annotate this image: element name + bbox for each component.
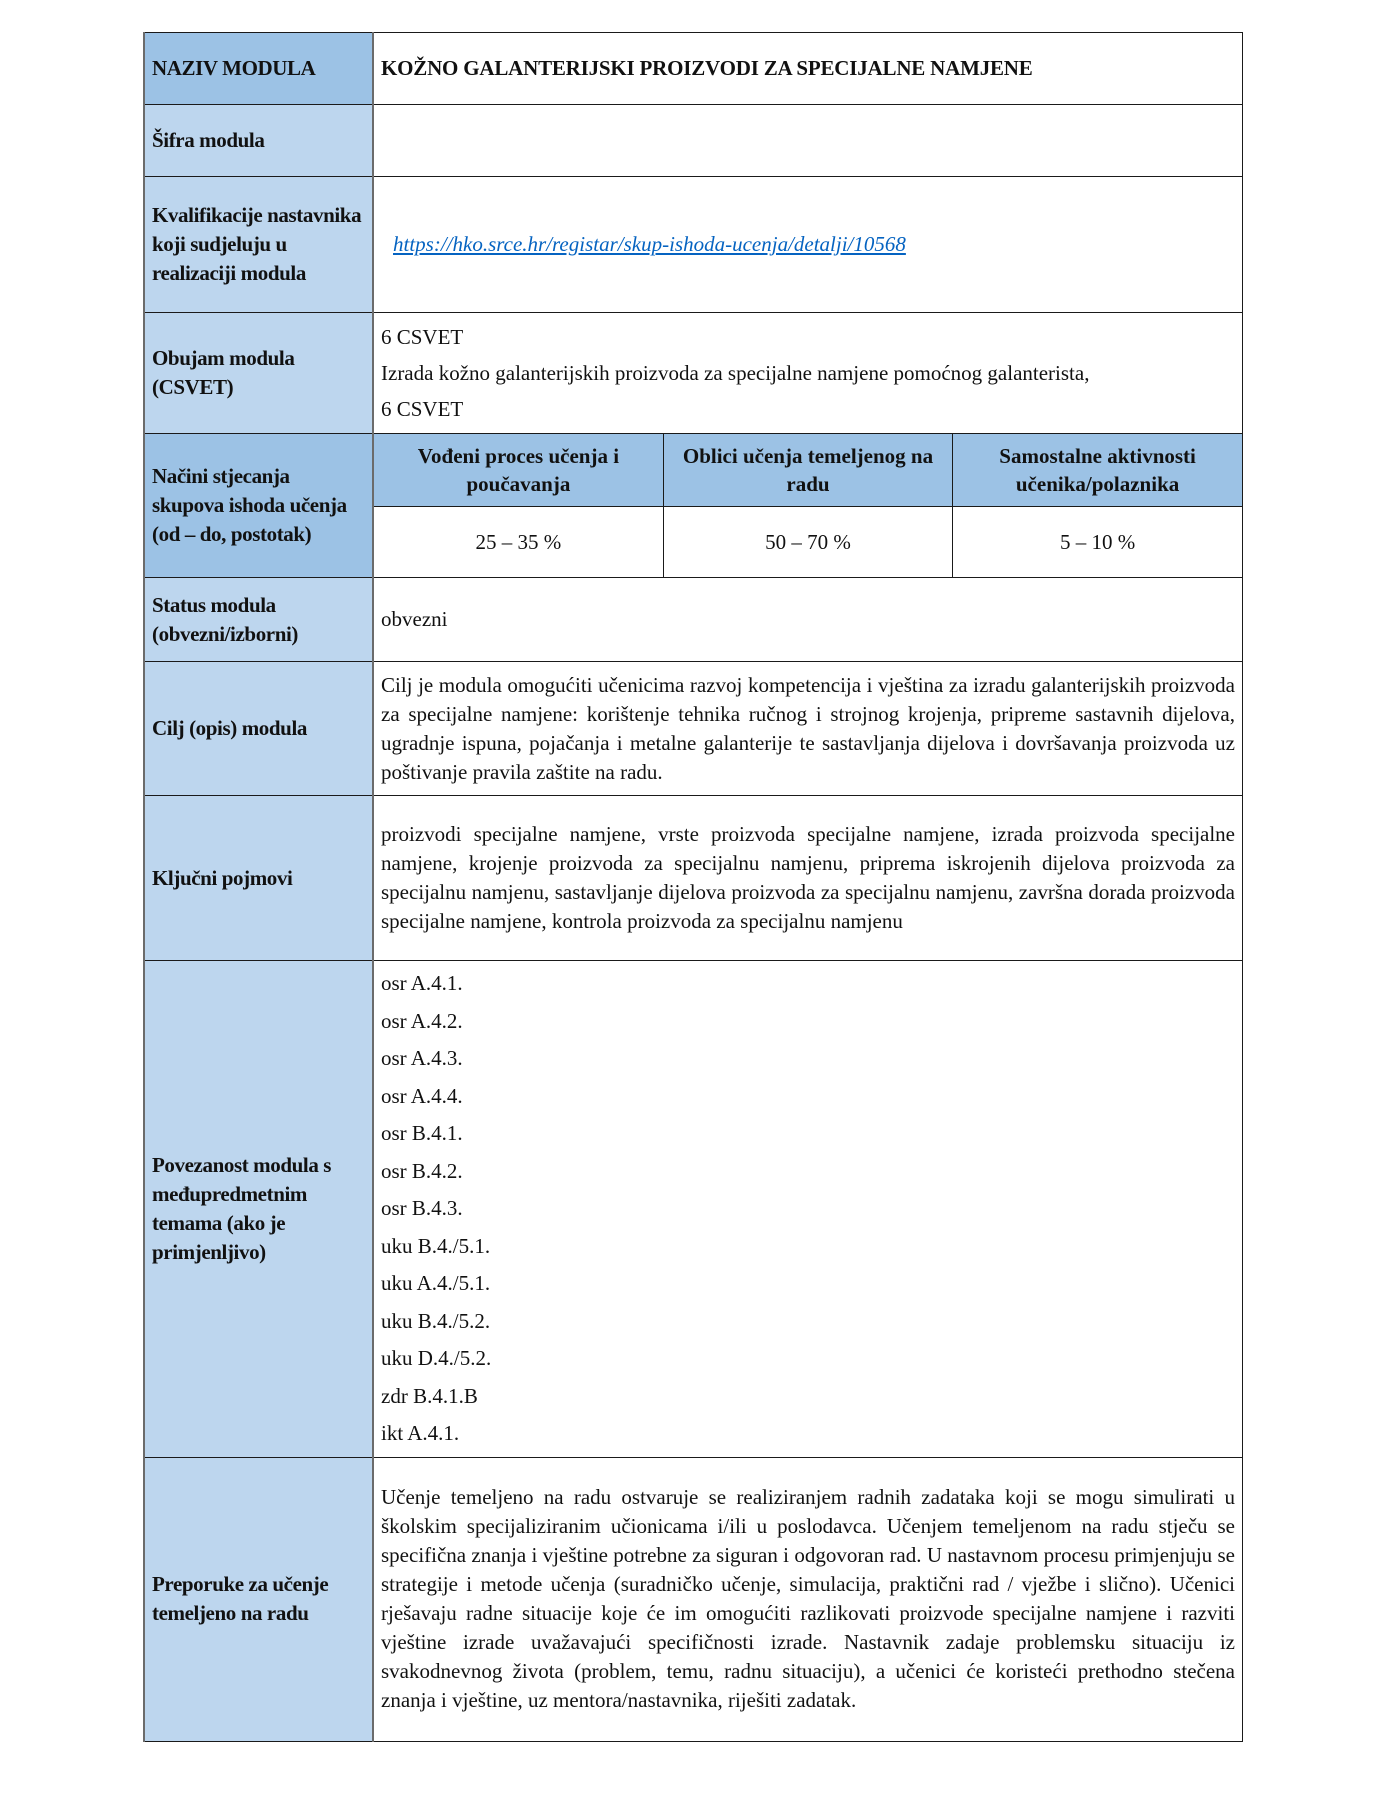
scope-value — [373, 313, 1243, 434]
wbl-label: Preporuke za učenje temeljeno na radu — [144, 1457, 373, 1741]
methods-subtable-cell — [373, 434, 1243, 578]
list-item: osr A.4.2. — [381, 1008, 463, 1033]
qualifications-link[interactable]: https://hko.srce.hr/registar/skup-ishoda-ucenja/detalji/10568 — [393, 232, 906, 256]
module-name-label: NAZIV MODULA — [144, 33, 373, 105]
row-qualifications — [144, 177, 1243, 313]
methods-header-row — [374, 434, 1242, 507]
row-crosscurricular — [144, 961, 1243, 1458]
qualifications-value — [373, 177, 1243, 313]
methods-header-independent: Samostalne aktivnosti učenika/polaznika — [953, 434, 1242, 507]
list-item: uku A.4./5.1. — [381, 1271, 491, 1295]
methods-header-guided: Vođeni proces učenja i poučavanja — [374, 434, 663, 507]
list-item: osr B.4.3. — [381, 1196, 463, 1220]
goal-value: Cilj je modula omogućiti učenicima razvoj kompetencija i vještina za izradu galanterijskih proizvoda za specijalne namjene: korištenje tehnika ručnog i strojnog krojenja, pripreme sastavnih dijelova, ugradnje ispuna, pojačanja i metalne galanterije te sastavljanja dijelova i dovršavanja proizvoda uz poštivanje pravila zaštite na radu. — [373, 662, 1243, 796]
scope-line: 6 CSVET — [381, 397, 464, 421]
scope-line: Izrada kožno galanterijskih proizvoda za specijalne namjene pomoćnog galanterista, — [381, 361, 1090, 385]
row-module-name — [144, 33, 1243, 105]
list-item: osr A.4.3. — [381, 1046, 463, 1070]
list-item: osr A.4.4. — [381, 1083, 463, 1108]
methods-label: Načini stjecanja skupova ishoda učenja (od – do, postotak) — [144, 434, 373, 578]
crosscurricular-label: Povezanost modula s međupredmetnim temama (ako je primjenljivo) — [144, 961, 373, 1458]
keywords-label: Ključni pojmovi — [144, 796, 373, 961]
qualifications-label: Kvalifikacije nastavnika koji sudjeluju u realizaciji modula — [144, 177, 373, 313]
methods-value-guided: 25 – 35 % — [374, 507, 663, 578]
row-keywords — [144, 796, 1243, 961]
methods-subtable — [374, 434, 1242, 577]
row-work-based-learning — [144, 1457, 1243, 1741]
keywords-value: proizvodi specijalne namjene, vrste proizvoda specijalne namjene, izrada proizvoda specijalne namjene, krojenje proizvoda za specijalnu namjenu, priprema iskrojenih dijelova proizvoda za specijalnu namjenu, sastavljanje dijelova proizvoda za specijalnu namjenu, završna dorada proizvoda specijalne namjene, kontrola proizvoda za specijalnu namjenu — [373, 796, 1243, 961]
module-table — [143, 32, 1243, 1742]
methods-value-independent: 5 – 10 % — [953, 507, 1242, 578]
list-item: uku D.4./5.2. — [381, 1346, 492, 1370]
list-item: zdr B.4.1.B — [381, 1383, 478, 1408]
goal-label: Cilj (opis) modula — [144, 662, 373, 796]
scope-label: Obujam modula (CSVET) — [144, 313, 373, 434]
module-code-value — [373, 105, 1243, 177]
list-item: uku B.4./5.1. — [381, 1233, 491, 1258]
crosscurricular-list — [373, 961, 1243, 1458]
list-item: osr B.4.1. — [381, 1121, 463, 1145]
status-label: Status modula (obvezni/izborni) — [144, 578, 373, 662]
row-module-code — [144, 105, 1243, 177]
row-methods — [144, 434, 1243, 578]
list-item: ikt A.4.1. — [381, 1421, 460, 1445]
module-name-value: KOŽNO GALANTERIJSKI PROIZVODI ZA SPECIJALNE NAMJENE — [373, 33, 1243, 105]
methods-value-row — [374, 507, 1242, 578]
list-item: osr B.4.2. — [381, 1158, 463, 1183]
row-goal — [144, 662, 1243, 796]
status-value: obvezni — [373, 578, 1243, 662]
list-item: uku B.4./5.2. — [381, 1308, 491, 1333]
list-item: osr A.4.1. — [381, 971, 463, 995]
methods-value-workbased: 50 – 70 % — [663, 507, 952, 578]
row-status — [144, 578, 1243, 662]
methods-header-workbased: Oblici učenja temeljenog na radu — [663, 434, 952, 507]
row-scope — [144, 313, 1243, 434]
module-code-label: Šifra modula — [144, 105, 373, 177]
scope-line: 6 CSVET — [381, 325, 464, 349]
wbl-value: Učenje temeljeno na radu ostvaruje se realiziranjem radnih zadataka koji se mogu simulirati u školskim specijaliziranim učionicama i/ili u poslodavca. Učenjem temeljenom na radu stječu se specifična znanja i vještine potrebne za siguran i odgovoran rad. U nastavnom procesu primjenjuju se strategije i metode učenja (suradničko učenje, simulacija, praktični rad / vježbe i slično). Učenici rješavaju radne situacije koje će im omogućiti razlikovati proizvode specijalne namjene i razviti vještine izrade uvažavajući specifičnosti izrade. Nastavnik zadaje problemsku situaciju iz svakodnevnog života (problem, temu, radnu situaciju), a učenici će koristeći prethodno stečena znanja i vještine, uz mentora/nastavnika, riješiti zadatak. — [373, 1457, 1243, 1741]
